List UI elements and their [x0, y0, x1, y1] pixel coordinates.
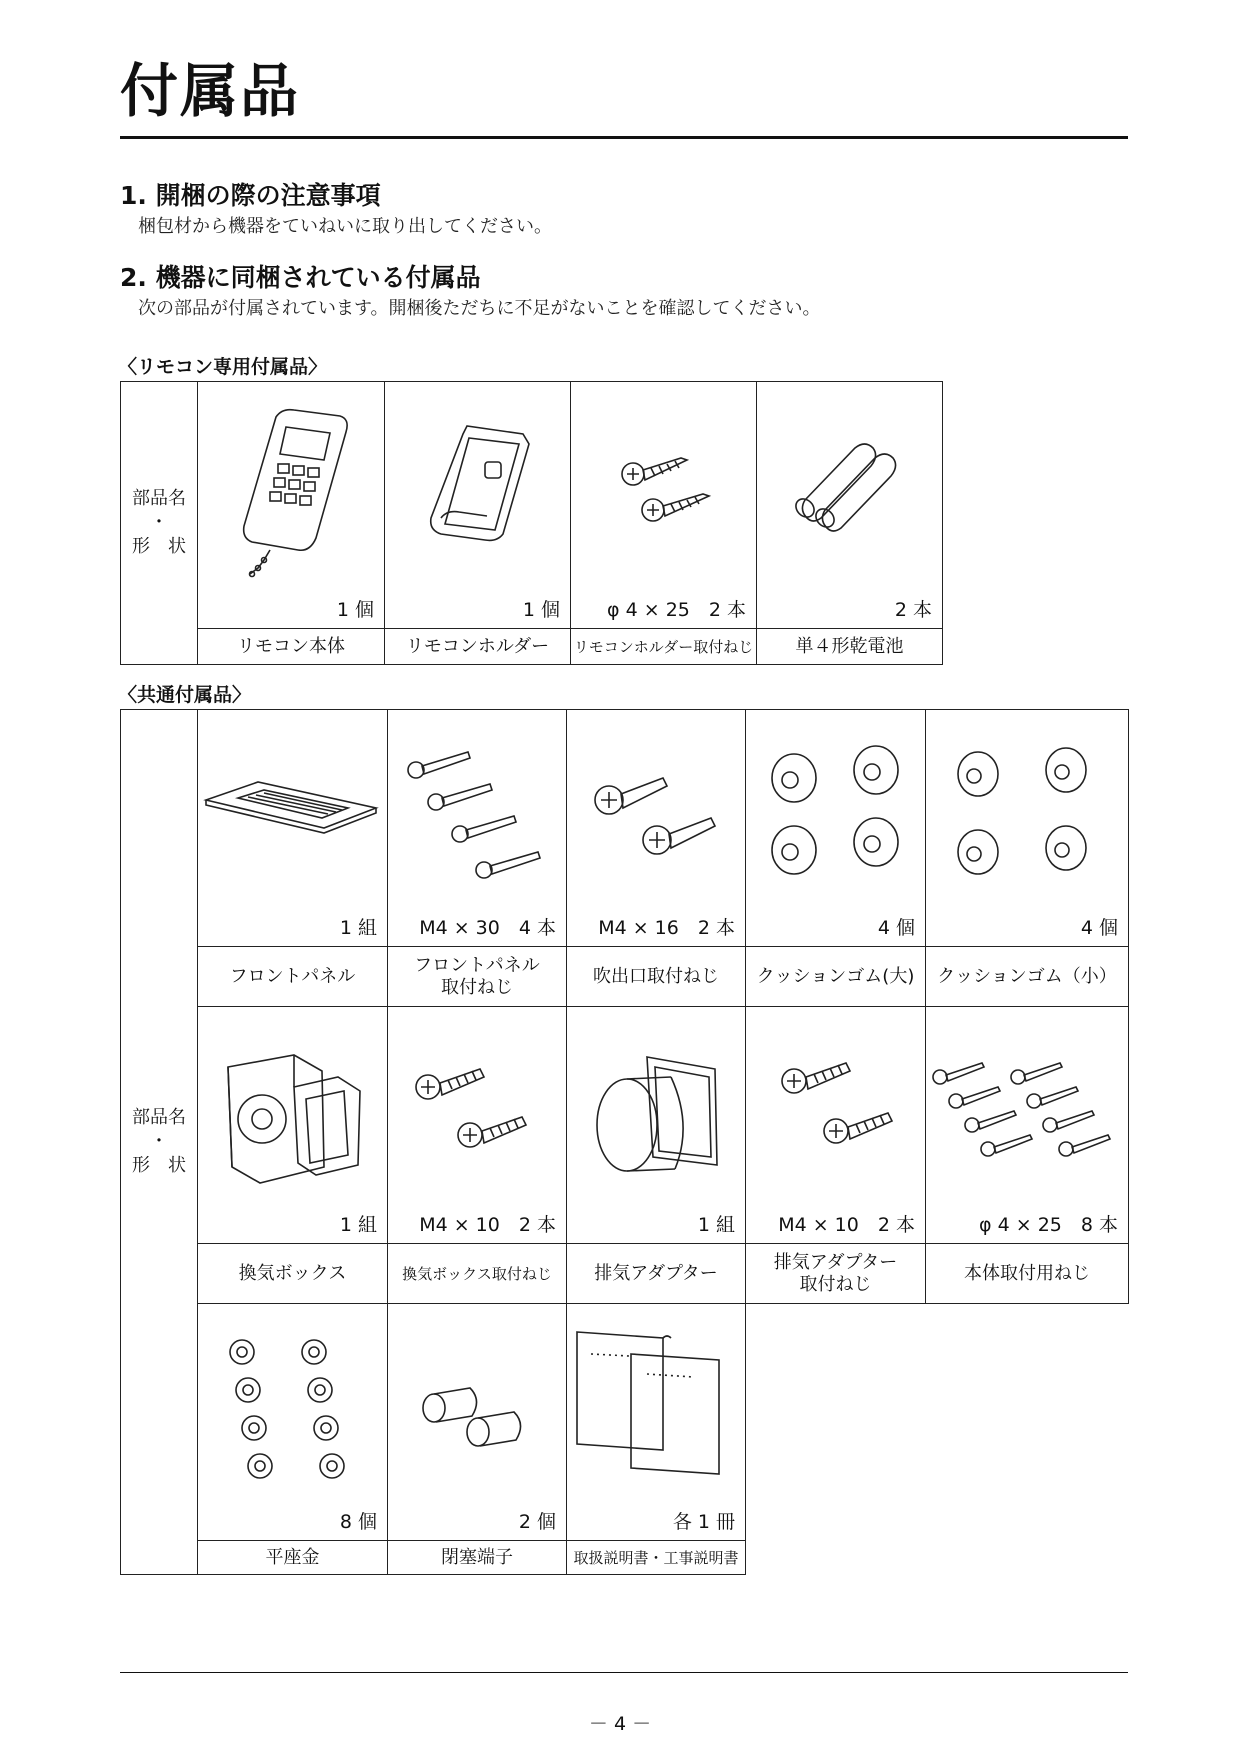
- common-item-connectors-name: 閉塞端子: [388, 1541, 567, 1575]
- front-panel-icon: [198, 710, 387, 947]
- common-item-mounting-screws: φ 4 × 25 8 本: [926, 1007, 1129, 1244]
- section1-text: 梱包材から機器をていねいに取り出してください。: [138, 216, 552, 237]
- remote-item-1: 1 個: [198, 382, 385, 629]
- common-item-adapter-screws-name: 排気アダプター 取付ねじ: [746, 1244, 926, 1304]
- remote-item-2-name: リモコンホルダー: [385, 629, 571, 665]
- remote-item-4: 2 本: [757, 382, 943, 629]
- footer-rule: [120, 1672, 1128, 1673]
- common-item-exhaust-adapter-name: 排気アダプター: [567, 1244, 746, 1304]
- common-accessories-table: [120, 709, 1129, 1575]
- common-caption: 〈共通付属品〉: [118, 684, 252, 706]
- common-item-box-screws: M4 × 10 2 本: [388, 1007, 567, 1244]
- exhaust-adapter-icon: [567, 1007, 745, 1244]
- cushion-rubber-small-icon: [926, 710, 1128, 947]
- page-title: 付属品: [120, 57, 301, 125]
- cushion-rubber-large-icon: [746, 710, 925, 947]
- common-item-washers: 8 個: [198, 1304, 388, 1541]
- remote-control-icon: [198, 382, 384, 629]
- common-item-long-screws: M4 × 30 4 本: [388, 710, 567, 947]
- common-item-exhaust-adapter: 1 組: [567, 1007, 746, 1244]
- section1-heading: 1. 開梱の際の注意事項: [120, 181, 381, 210]
- common-item-cushion-small-name: クッションゴム（小）: [926, 947, 1129, 1007]
- common-item-mounting-screws-name: 本体取付用ねじ: [926, 1244, 1129, 1304]
- section2-text: 次の部品が付属されています。開梱後ただちに不足がないことを確認してください。: [138, 298, 821, 319]
- manual-booklet-icon: [567, 1304, 745, 1541]
- long-screws-icon: [388, 710, 566, 947]
- adapter-screws-icon: [746, 1007, 925, 1244]
- remote-item-3-name: リモコンホルダー取付ねじ: [571, 629, 757, 665]
- side-label: 部品名 ・ 形 状: [121, 382, 198, 665]
- remote-holder-icon: [385, 382, 571, 629]
- common-item-cushion-small: 4 個: [926, 710, 1129, 947]
- common-item-machine-screws-name: 吹出口取付ねじ: [567, 947, 746, 1007]
- remote-item-3: φ 4 × 25 2 本: [571, 382, 757, 629]
- flat-washer-icon: [198, 1304, 387, 1541]
- common-item-box-screws-name: 換気ボックス取付ねじ: [388, 1244, 567, 1304]
- remote-item-4-name: 単４形乾電池: [757, 629, 943, 665]
- remote-accessories-table: [120, 381, 943, 665]
- section2-heading: 2. 機器に同梱されている付属品: [120, 263, 481, 292]
- battery-icon: [757, 382, 943, 629]
- title-rule: [120, 136, 1128, 139]
- common-item-cushion-large-name: クッションゴム(大): [746, 947, 926, 1007]
- common-item-adapter-screws: M4 × 10 2 本: [746, 1007, 926, 1244]
- side-label-common: 部品名 ・ 形 状: [121, 710, 198, 1575]
- common-item-machine-screws: M4 × 16 2 本: [567, 710, 746, 947]
- remote-item-1-name: リモコン本体: [198, 629, 385, 665]
- common-item-long-screws-name: フロントパネル 取付ねじ: [388, 947, 567, 1007]
- common-item-vent-box: 1 組: [198, 1007, 388, 1244]
- machine-screws-icon: [567, 710, 745, 947]
- ventilation-box-icon: [198, 1007, 387, 1244]
- remote-item-2: 1 個: [385, 382, 571, 629]
- common-item-manuals: 各 1 冊: [567, 1304, 746, 1541]
- remote-caption: 〈リモコン専用付属品〉: [118, 356, 328, 378]
- common-item-washers-name: 平座金: [198, 1541, 388, 1575]
- common-item-vent-box-name: 換気ボックス: [198, 1244, 388, 1304]
- common-item-front-panel: 1 組: [198, 710, 388, 947]
- empty-space: [746, 1541, 1129, 1575]
- common-item-front-panel-name: フロントパネル: [198, 947, 388, 1007]
- closed-end-connector-icon: [388, 1304, 566, 1541]
- empty-space: [746, 1304, 1129, 1541]
- common-item-connectors: 2 個: [388, 1304, 567, 1541]
- common-item-manuals-name: 取扱説明書・工事説明書: [567, 1541, 746, 1575]
- box-screws-icon: [388, 1007, 566, 1244]
- tapping-screws-icon: [571, 382, 757, 629]
- page-number: － 4 －: [588, 1713, 652, 1735]
- mounting-screws-icon: [926, 1007, 1128, 1244]
- common-item-cushion-large: 4 個: [746, 710, 926, 947]
